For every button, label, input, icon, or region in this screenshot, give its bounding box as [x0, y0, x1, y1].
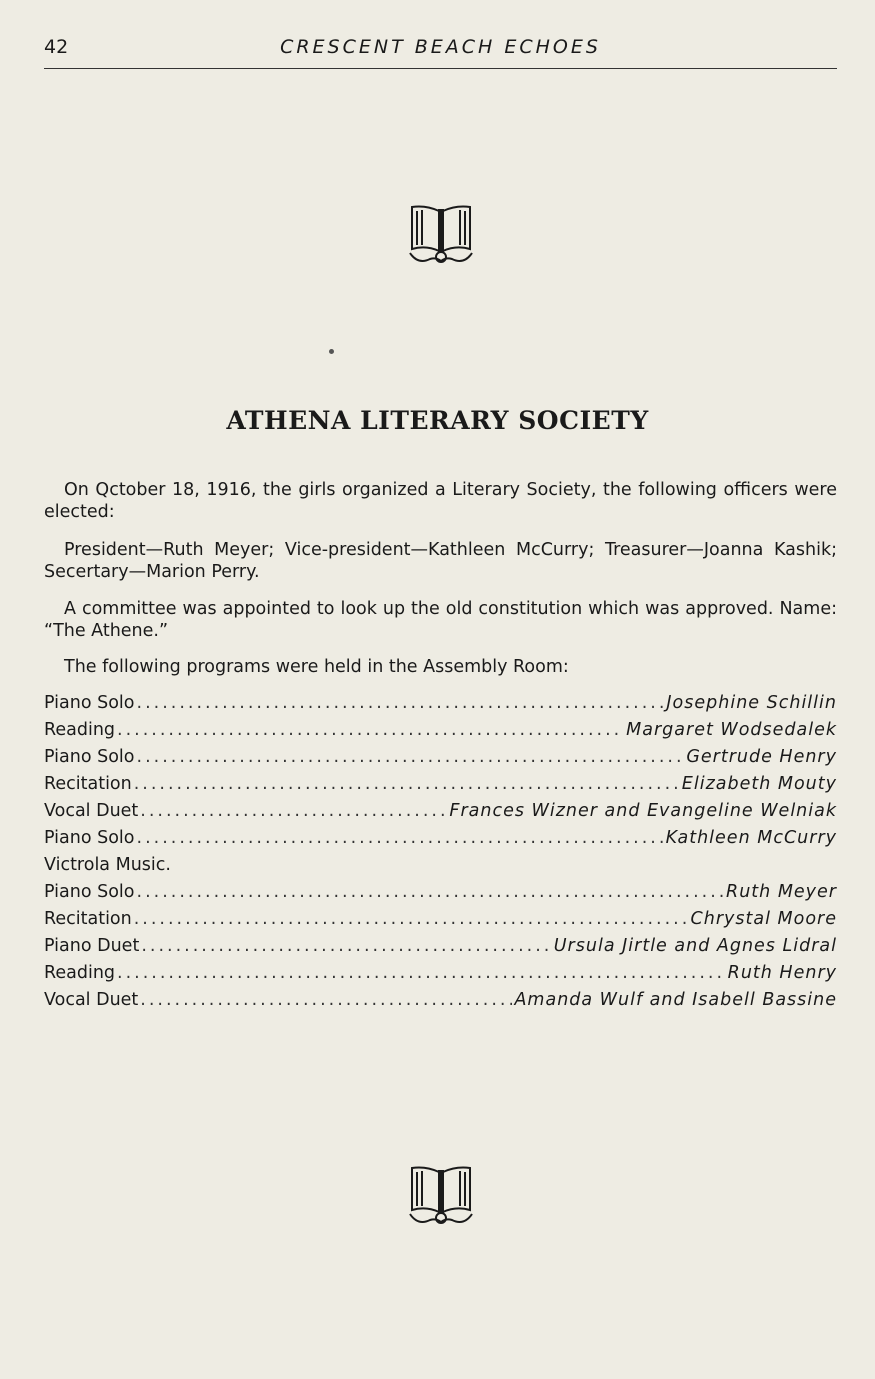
paragraph: [44, 479, 837, 523]
running-title: CRESCENT BEACH ECHOES: [280, 36, 601, 58]
paragraph-text: A committee was appointed to look up the old constitution which was approved. Name: “The Athene.”: [44, 599, 837, 641]
program-row: [44, 720, 837, 747]
program-row: [44, 990, 837, 1017]
program-type: Piano Duet: [44, 936, 140, 956]
performer: Ruth Henry: [727, 963, 837, 983]
paragraph-text: On Qctober 18, 1916, the girls organized a Literary Society, the following officers were elected:: [44, 480, 837, 522]
performer: Ruth Meyer: [726, 882, 837, 902]
performer: Ursula Jirtle and Agnes Lidral: [553, 936, 837, 956]
program-row: [44, 963, 837, 990]
program-type: Vocal Duet: [44, 801, 139, 821]
program-row: [44, 693, 837, 720]
performer: Margaret Wodsedalek: [626, 720, 837, 740]
program-row: [44, 936, 837, 963]
paragraph: [44, 539, 837, 583]
program-type: Reading: [44, 963, 116, 983]
dot-leader: [137, 882, 725, 902]
open-book-icon: [408, 1164, 474, 1228]
paragraph: [44, 598, 837, 642]
performer: Gertrude Henry: [686, 747, 837, 767]
stray-dot: [329, 349, 334, 354]
dot-leader: [137, 693, 665, 713]
program-type: Piano Solo: [44, 882, 135, 902]
program-row: [44, 774, 837, 801]
paragraph: [44, 656, 837, 678]
performer: Chrystal Moore: [690, 909, 837, 929]
performer: Elizabeth Mouty: [681, 774, 837, 794]
dot-leader: [137, 747, 685, 767]
program-row: [44, 909, 837, 936]
dot-leader: [134, 774, 680, 794]
dot-leader: [141, 936, 551, 956]
program-type: Piano Solo: [44, 693, 135, 713]
dot-leader: [117, 720, 624, 740]
program-type: Piano Solo: [44, 828, 135, 848]
program-list: [44, 693, 837, 1017]
paragraph-text: The following programs were held in the Assembly Room:: [64, 657, 569, 677]
program-type: Recitation: [44, 909, 132, 929]
performer: Amanda Wulf and Isabell Bassine: [514, 990, 837, 1010]
dot-leader: [140, 990, 512, 1010]
program-row: [44, 855, 837, 882]
dot-leader: [134, 909, 689, 929]
program-row: [44, 882, 837, 909]
dot-leader: [140, 801, 447, 821]
page-number: 42: [44, 36, 69, 58]
dot-leader: [137, 828, 664, 848]
program-type: Recitation: [44, 774, 132, 794]
page-title: ATHENA LITERARY SOCIETY: [226, 406, 649, 435]
program-type: Reading: [44, 720, 116, 740]
program-row: [44, 828, 837, 855]
program-type: Victrola Music.: [44, 855, 171, 875]
paragraph-text: President—Ruth Meyer; Vice-president—Kathleen McCurry; Treasurer—Joanna Kashik; Secertary—Marion Perry.: [44, 540, 837, 582]
page-header: [44, 34, 837, 69]
program-type: Vocal Duet: [44, 990, 139, 1010]
open-book-icon: [408, 203, 474, 267]
program-row: [44, 801, 837, 828]
performer: Josephine Schillin: [666, 693, 837, 713]
performer: Kathleen McCurry: [665, 828, 837, 848]
dot-leader: [117, 963, 726, 983]
program-type: Piano Solo: [44, 747, 135, 767]
performer: Frances Wizner and Evangeline Welniak: [449, 801, 837, 821]
program-row: [44, 747, 837, 774]
